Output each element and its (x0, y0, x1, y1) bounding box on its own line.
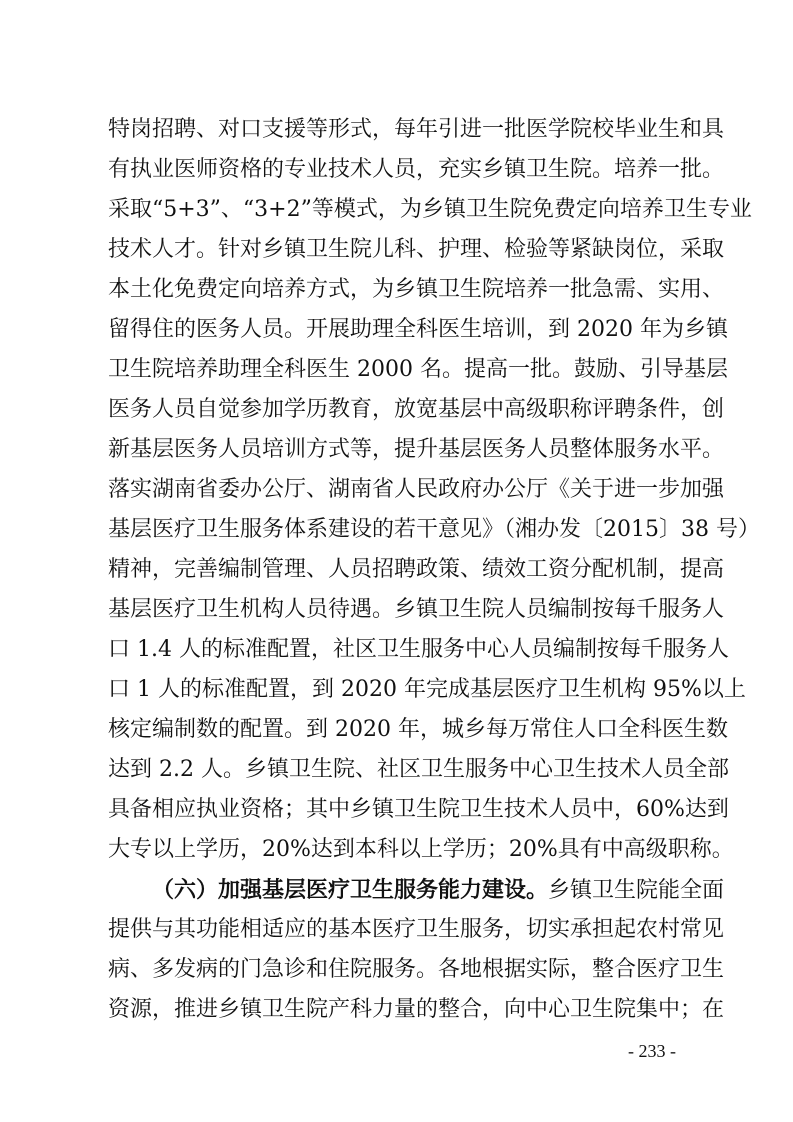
paragraph-line: 采取“5+3”、“3+2”等模式，为乡镇卫生院免费定向培养卫生专业 (108, 197, 752, 222)
paragraph-line: 病、多发病的门急诊和住院服务。各地根据实际，整合医疗卫生 (108, 957, 725, 982)
paragraph-line: 基层医疗卫生服务体系建设的若干意见》（湘办发〔2015〕38 号） (108, 517, 760, 542)
section-six-heading: （六）加强基层医疗卫生服务能力建设。 (152, 877, 549, 903)
paragraph-line: 精神，完善编制管理、人员招聘政策、绩效工资分配机制，提高 (108, 557, 725, 582)
paragraph-line: 口 1.4 人的标准配置，社区卫生服务中心人员编制按每千服务人 (108, 637, 729, 662)
paragraph-line: 特岗招聘、对口支援等形式，每年引进一批医学院校毕业生和具 (108, 117, 725, 142)
section-six-first-line (152, 875, 725, 905)
paragraph-line: 提供与其功能相适应的基本医疗卫生服务，切实承担起农村常见 (108, 917, 725, 942)
paragraph-line: 具备相应执业资格；其中乡镇卫生院卫生技术人员中，60%达到 (108, 797, 729, 822)
paragraph-line: 新基层医务人员培训方式等，提升基层医务人员整体服务水平。 (108, 437, 725, 462)
paragraph-line: 留得住的医务人员。开展助理全科医生培训，到 2020 年为乡镇 (108, 317, 728, 342)
paragraph-line: 医务人员自觉参加学历教育，放宽基层中高级职称评聘条件，创 (108, 397, 725, 422)
paragraph-line: 基层医疗卫生机构人员待遇。乡镇卫生院人员编制按每千服务人 (108, 597, 725, 622)
paragraph-line: 资源，推进乡镇卫生院产科力量的整合，向中心卫生院集中；在 (108, 997, 725, 1022)
paragraph-line: 本土化免费定向培养方式，为乡镇卫生院培养一批急需、实用、 (108, 277, 725, 302)
paragraph-line: 核定编制数的配置。到 2020 年，城乡每万常住人口全科医生数 (108, 717, 728, 742)
paragraph-line: 落实湖南省委办公厅、湖南省人民政府办公厅《关于进一步加强 (108, 477, 725, 502)
paragraph-line: 口 1 人的标准配置，到 2020 年完成基层医疗卫生机构 95%以上 (108, 677, 746, 702)
section-six-text: 乡镇卫生院能全面 (548, 878, 725, 903)
paragraph-line: 卫生院培养助理全科医生 2000 名。提高一批。鼓励、引导基层 (108, 357, 728, 382)
paragraph-line: 技术人才。针对乡镇卫生院儿科、护理、检验等紧缺岗位，采取 (108, 237, 725, 262)
paragraph-line: 大专以上学历，20%达到本科以上学历；20%具有中高级职称。 (108, 837, 734, 862)
paragraph-line: 达到 2.2 人。乡镇卫生院、社区卫生服务中心卫生技术人员全部 (108, 757, 729, 782)
paragraph-line: 有执业医师资格的专业技术人员，充实乡镇卫生院。培养一批。 (108, 157, 725, 182)
page-number: - 233 - (628, 1041, 676, 1061)
